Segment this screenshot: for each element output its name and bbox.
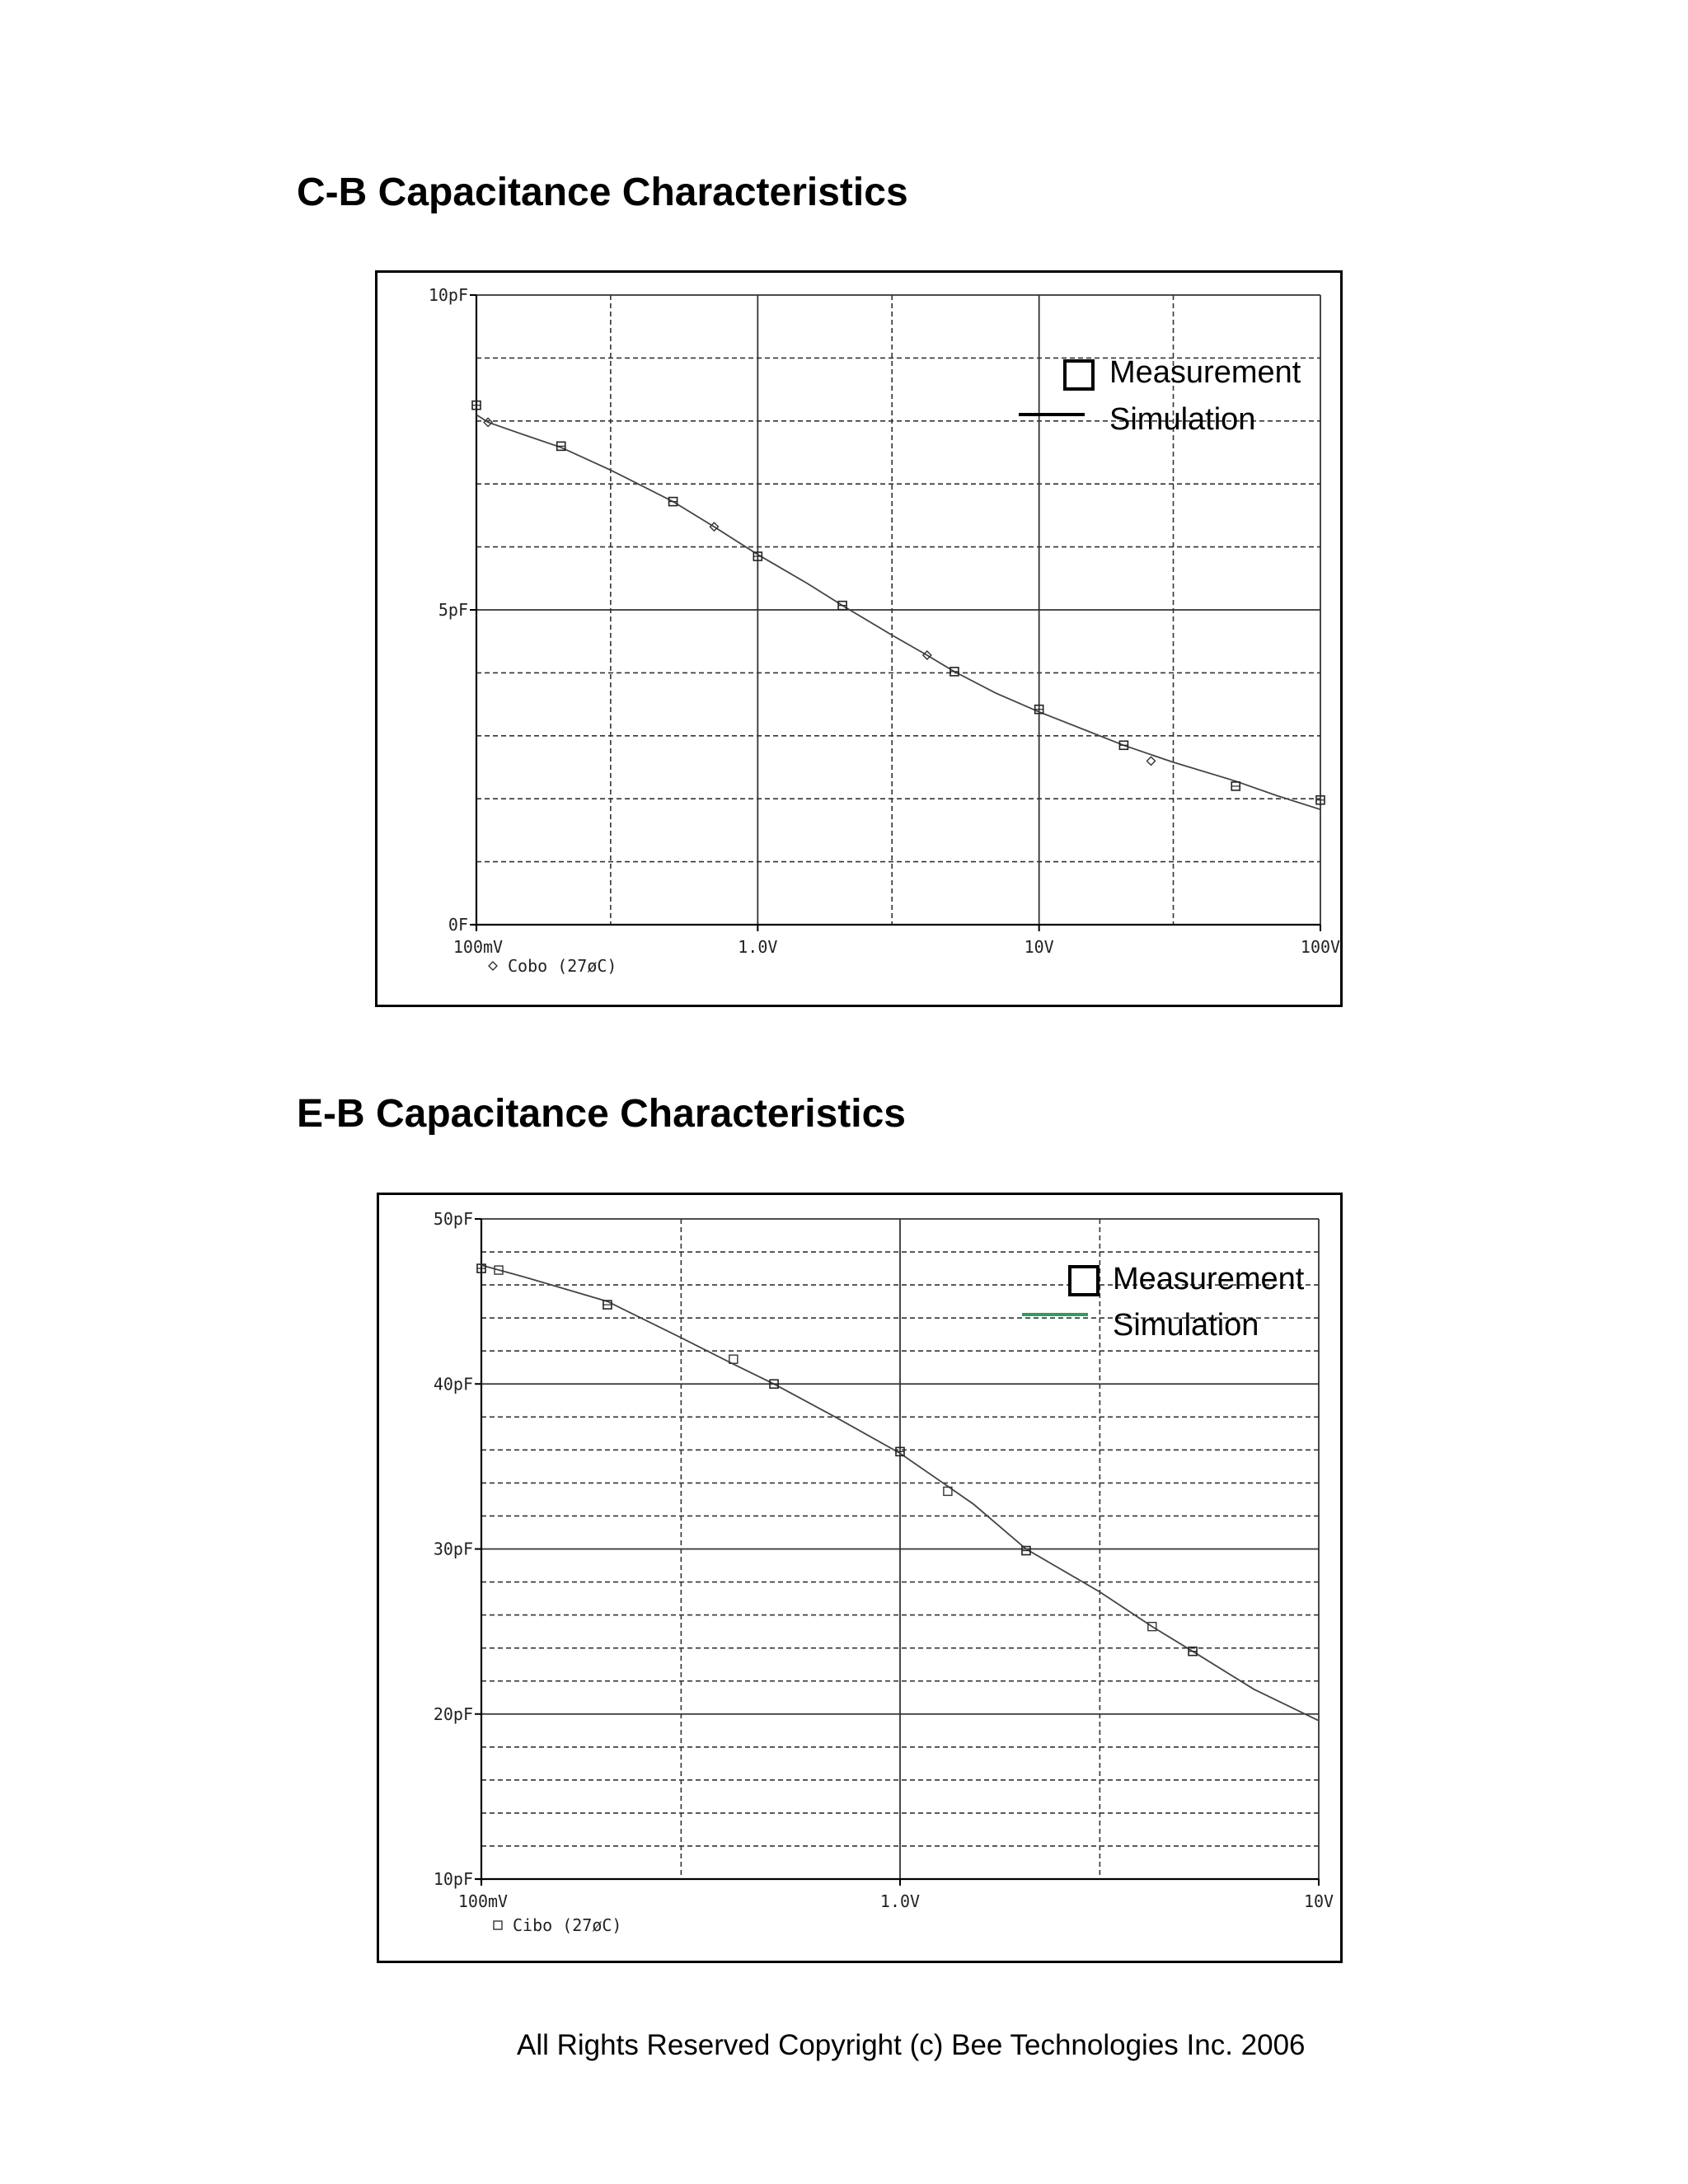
chart-1-trace-label: Cobo (27øC)	[508, 956, 617, 976]
chart-2-heading: E-B Capacitance Characteristics	[297, 1092, 906, 1136]
chart-1-legend-measurement-label: Measurement	[1109, 355, 1301, 390]
chart-1-x-tick-label: 100mV	[452, 937, 504, 957]
chart-2-y-tick-label: 10pF	[433, 1869, 473, 1889]
chart-2-x-tick-label: 1.0V	[879, 1891, 921, 1911]
chart-2-y-tick-label: 50pF	[433, 1209, 473, 1229]
copyright-notice: All Rights Reserved Copyright (c) Bee Technologies Inc. 2006	[517, 2029, 1306, 2061]
chart-2-legend-simulation-label: Simulation	[1113, 1308, 1259, 1343]
chart-1-y-tick-label: 0F	[448, 915, 468, 935]
chart-1-trace-marker-icon	[489, 962, 497, 970]
chart-1-y-tick-label: 10pF	[428, 285, 468, 305]
chart-2-legend-measurement-swatch	[1070, 1267, 1098, 1295]
chart-1-y-tick-label: 5pF	[438, 600, 468, 620]
chart-1-simulation-curve	[476, 415, 1320, 809]
chart-2-trace-label: Cibo (27øC)	[513, 1915, 622, 1935]
chart-1-simulation-marker	[1146, 757, 1155, 765]
chart-2-x-tick-label: 10V	[1303, 1891, 1334, 1911]
chart-1-x-tick-label: 100V	[1300, 937, 1340, 957]
chart-2-x-tick-label: 100mV	[457, 1891, 509, 1911]
chart-1-x-tick-label: 1.0V	[738, 937, 778, 957]
chart-1-plot	[377, 273, 1340, 1005]
chart-2-trace-marker-icon	[494, 1921, 502, 1929]
chart-2-legend-measurement-label: Measurement	[1113, 1262, 1305, 1296]
chart-1-heading: C-B Capacitance Characteristics	[297, 171, 908, 214]
chart-1-x-tick-label: 10V	[1024, 937, 1054, 957]
chart-1-legend-simulation-label: Simulation	[1109, 402, 1256, 437]
chart-1-legend-measurement-swatch	[1065, 361, 1093, 389]
chart-2-plot	[379, 1195, 1340, 1961]
chart-2-y-tick-label: 30pF	[433, 1539, 473, 1559]
chart-1-frame	[375, 270, 1343, 1007]
chart-2-frame	[377, 1193, 1343, 1963]
chart-2-y-tick-label: 40pF	[433, 1374, 473, 1394]
chart-2-y-tick-label: 20pF	[433, 1704, 473, 1724]
